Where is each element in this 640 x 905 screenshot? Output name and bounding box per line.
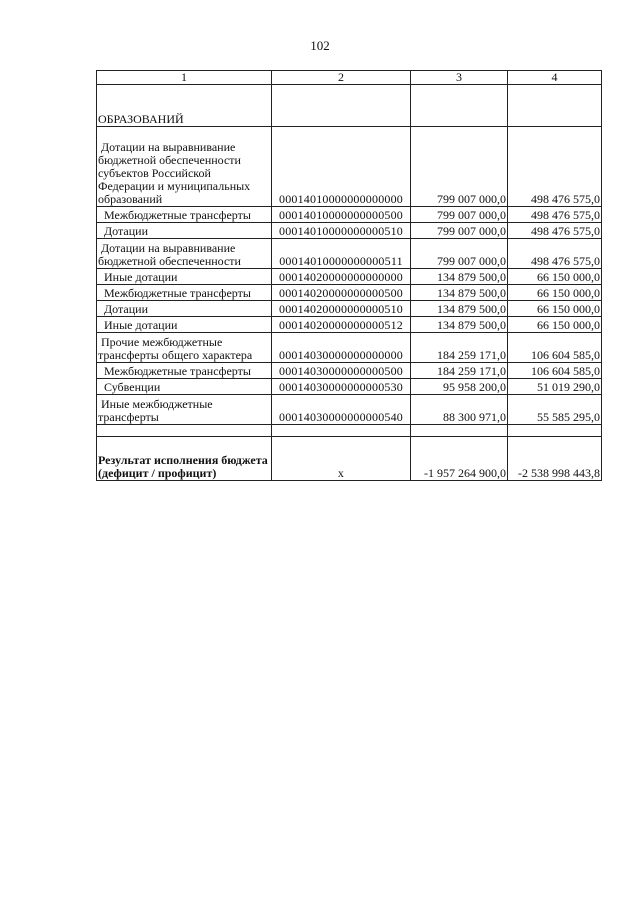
row-name: Межбюджетные трансферты bbox=[97, 207, 272, 223]
table-header-row bbox=[97, 71, 602, 85]
row-col3: 134 879 500,0 bbox=[411, 317, 508, 333]
table-row bbox=[97, 301, 602, 317]
row-code: 00014030000000000540 bbox=[272, 395, 411, 425]
row-col3: 184 259 171,0 bbox=[411, 363, 508, 379]
row-code: 00014030000000000500 bbox=[272, 363, 411, 379]
row-col4: 498 476 575,0 bbox=[508, 239, 602, 269]
row-col4: 106 604 585,0 bbox=[508, 333, 602, 363]
row-code: 00014010000000000511 bbox=[272, 239, 411, 269]
row-col3: 88 300 971,0 bbox=[411, 395, 508, 425]
row-name: Дотации bbox=[97, 301, 272, 317]
row-name: Иные дотации bbox=[97, 269, 272, 285]
row-col3: 184 259 171,0 bbox=[411, 333, 508, 363]
row-code: 00014020000000000500 bbox=[272, 285, 411, 301]
row-col3: 134 879 500,0 bbox=[411, 301, 508, 317]
header-col-4: 4 bbox=[508, 71, 602, 85]
row-col3: 799 007 000,0 bbox=[411, 127, 508, 207]
row-col3: 799 007 000,0 bbox=[411, 223, 508, 239]
spacer-row bbox=[97, 425, 602, 437]
row-col3: 799 007 000,0 bbox=[411, 207, 508, 223]
table-row bbox=[97, 207, 602, 223]
row-name: Субвенции bbox=[97, 379, 272, 395]
table-row bbox=[97, 363, 602, 379]
table-row bbox=[97, 285, 602, 301]
row-name: Дотации bbox=[97, 223, 272, 239]
row-name: Прочие межбюджетные трансферты общего характера bbox=[97, 333, 272, 363]
row-code: 00014010000000000500 bbox=[272, 207, 411, 223]
row-name: Межбюджетные трансферты bbox=[97, 285, 272, 301]
row-col4: 498 476 575,0 bbox=[508, 223, 602, 239]
page-number: 102 bbox=[310, 38, 330, 53]
row-name: Дотации на выравнивание бюджетной обеспеченности bbox=[97, 239, 272, 269]
result-row bbox=[97, 437, 602, 481]
header-col-3: 3 bbox=[411, 71, 508, 85]
row-name: Межбюджетные трансферты bbox=[97, 363, 272, 379]
row-code: 00014010000000000000 bbox=[272, 127, 411, 207]
row-code: 00014030000000000530 bbox=[272, 379, 411, 395]
row-col3: 134 879 500,0 bbox=[411, 269, 508, 285]
row-col4: 66 150 000,0 bbox=[508, 317, 602, 333]
row-col4: 55 585 295,0 bbox=[508, 395, 602, 425]
table-row bbox=[97, 223, 602, 239]
table-row bbox=[97, 317, 602, 333]
row-code: 00014030000000000000 bbox=[272, 333, 411, 363]
budget-table bbox=[96, 70, 602, 481]
row-col4: 66 150 000,0 bbox=[508, 269, 602, 285]
row-col4: 66 150 000,0 bbox=[508, 301, 602, 317]
row-col4: 106 604 585,0 bbox=[508, 363, 602, 379]
row-name: Иные дотации bbox=[97, 317, 272, 333]
table-row bbox=[97, 379, 602, 395]
table-row bbox=[97, 127, 602, 207]
row-name: Иные межбюджетные трансферты bbox=[97, 395, 272, 425]
row-code: 00014020000000000000 bbox=[272, 269, 411, 285]
section-title-row bbox=[97, 85, 602, 127]
header-col-1: 1 bbox=[97, 71, 272, 85]
table-row bbox=[97, 269, 602, 285]
table-row bbox=[97, 395, 602, 425]
table-row bbox=[97, 239, 602, 269]
row-code: 00014010000000000510 bbox=[272, 223, 411, 239]
row-code: 00014020000000000512 bbox=[272, 317, 411, 333]
section-title: ОБРАЗОВАНИЙ bbox=[97, 85, 272, 127]
row-col3: 134 879 500,0 bbox=[411, 285, 508, 301]
row-name: Дотации на выравнивание бюджетной обеспеченности субъектов Российской Федерации и муниципальных образований bbox=[97, 127, 272, 207]
row-col4: 498 476 575,0 bbox=[508, 127, 602, 207]
result-label: Результат исполнения бюджета (дефицит / профицит) bbox=[97, 437, 272, 481]
row-col4: 66 150 000,0 bbox=[508, 285, 602, 301]
result-code: x bbox=[272, 437, 411, 481]
table-row bbox=[97, 333, 602, 363]
row-col4: 498 476 575,0 bbox=[508, 207, 602, 223]
row-col3: 799 007 000,0 bbox=[411, 239, 508, 269]
header-col-2: 2 bbox=[272, 71, 411, 85]
row-col4: 51 019 290,0 bbox=[508, 379, 602, 395]
result-col4: -2 538 998 443,8 bbox=[508, 437, 602, 481]
result-col3: -1 957 264 900,0 bbox=[411, 437, 508, 481]
row-col3: 95 958 200,0 bbox=[411, 379, 508, 395]
row-code: 00014020000000000510 bbox=[272, 301, 411, 317]
